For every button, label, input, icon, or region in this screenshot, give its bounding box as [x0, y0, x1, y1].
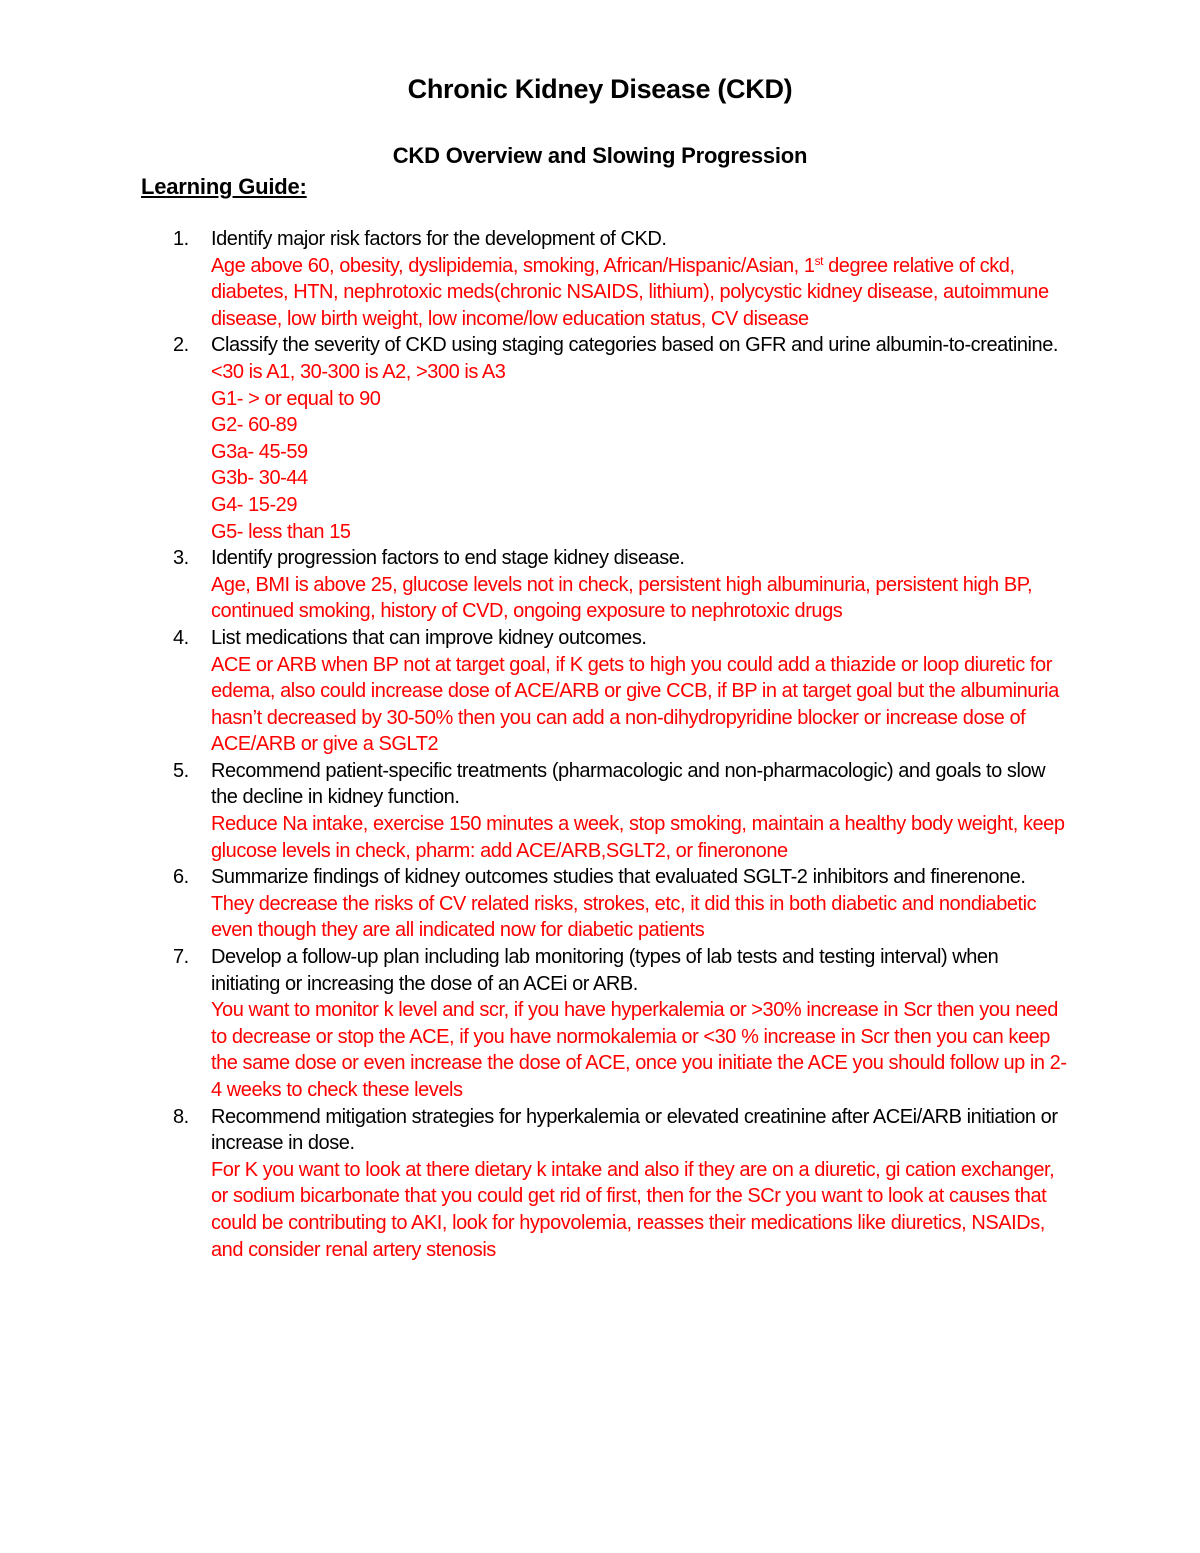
list-item-1 — [0, 226, 1200, 332]
list-item-7 — [0, 944, 1200, 1104]
document-subtitle: CKD Overview and Slowing Progression — [392, 143, 808, 168]
list-item-2 — [0, 332, 1200, 545]
item-question: Identify major risk factors for the development of CKD. — [211, 228, 667, 250]
item-number: 6. — [173, 866, 189, 889]
item-question: Summarize findings of kidney outcomes studies that evaluated SGLT-2 inhibitors and finerenone. — [211, 866, 1026, 889]
stage-g3a: G3a- 45-59 — [211, 440, 308, 463]
item-answer: For K you want to look at there dietary k intake and also if they are on a diuretic, gi cation exchanger, or sodium bicarbonate that you could get rid of first, then for the SCr you want to look at causes that could be contributing to AKI, look for hypovolemia, reasses their medications like diuretics, NSAIDs, and consider renal artery stenosis — [211, 1158, 1055, 1261]
item-question: Develop a follow-up plan including lab monitoring (types of lab tests and testing interval) when initiating or increasing the dose of an ACEi or ARB. — [211, 946, 999, 995]
item-number: 1. — [173, 228, 189, 250]
answer-text-continued: degree relative of ckd, diabetes, HTN, nephrotoxic meds(chronic NSAIDS, lithium), polycystic kidney disease, autoimmune disease, low birth weight, low income/low education status, CV disease — [211, 254, 1049, 330]
stage-g1: G1- > or equal to 90 — [211, 387, 381, 410]
item-number: 5. — [173, 759, 189, 782]
list-item-3 — [0, 545, 1200, 625]
item-question: List medications that can improve kidney outcomes. — [211, 626, 647, 649]
item-number: 4. — [173, 626, 189, 649]
stage-g3b: G3b- 30-44 — [211, 467, 308, 490]
list-item-6 — [0, 864, 1200, 944]
item-answer: ACE or ARB when BP not at target goal, if K gets to high you could add a thiazide or loop diuretic for edema, also could increase dose of ACE/ARB or give CCB, if BP in at target goal but the albuminuria hasn’t decreased by 30-50% then you can add a non-dihydropyridine blocker or increase dose of ACE/ARB or give a SGLT2 — [211, 653, 1059, 756]
list-item-8 — [0, 1104, 1200, 1264]
item-answer-inline: <30 is A1, 30-300 is A2, >300 is A3 — [211, 360, 506, 383]
item-question: Recommend patient-specific treatments (pharmacologic and non-pharmacologic) and goals to slow the decline in kidney function. — [211, 759, 1046, 809]
item-number: 7. — [173, 946, 189, 969]
item-number: 8. — [173, 1105, 189, 1128]
document-title: Chronic Kidney Disease (CKD) — [407, 74, 793, 104]
stage-g2: G2- 60-89 — [211, 414, 297, 437]
item-answer: You want to monitor k level and scr, if you have hyperkalemia or >30% increase in Scr then you need to decrease or stop the ACE, if you have normokalemia or <30 % increase in Scr then you can keep the same dose or even increase the dose of ACE, once you initiate the ACE you should follow up in 2-4 weeks to check these levels — [211, 999, 1067, 1101]
item-answer: Reduce Na intake, exercise 150 minutes a week, stop smoking, maintain a healthy body weight, keep glucose levels in check, pharm: add ACE/ARB,SGLT2, or fineronone — [211, 813, 1065, 862]
item-number: 2. — [173, 334, 189, 357]
learning-guide-list — [0, 226, 1200, 1263]
item-answer: Age, BMI is above 25, glucose levels not in check, persistent high albuminuria, persistent high BP, continued smoking, history of CVD, ongoing exposure to nephrotoxic drugs — [211, 573, 1033, 623]
item-number: 3. — [173, 547, 189, 570]
answer-superscript: st — [814, 253, 824, 268]
item-answer: They decrease the risks of CV related risks, strokes, etc, it did this in both diabetic and nondiabetic even though they are all indicated now for diabetic patients — [211, 892, 1037, 942]
list-item-4 — [0, 625, 1200, 758]
answer-text: Age above 60, obesity, dyslipidemia, smoking, African/Hispanic/Asian, 1 — [211, 254, 815, 277]
item-question: Identify progression factors to end stage kidney disease. — [211, 547, 685, 570]
item-question: Recommend mitigation strategies for hyperkalemia or elevated creatinine after ACEi/ARB initiation or increase in dose. — [211, 1105, 1058, 1155]
stage-g4: G4- 15-29 — [211, 493, 297, 516]
item-question: Classify the severity of CKD using staging categories based on GFR and urine albumin-to-creatinine. — [211, 334, 1059, 357]
section-heading: Learning Guide: — [141, 174, 307, 199]
list-item-5 — [0, 758, 1200, 864]
item-answer — [211, 253, 1070, 333]
stage-g5: G5- less than 15 — [211, 520, 351, 543]
